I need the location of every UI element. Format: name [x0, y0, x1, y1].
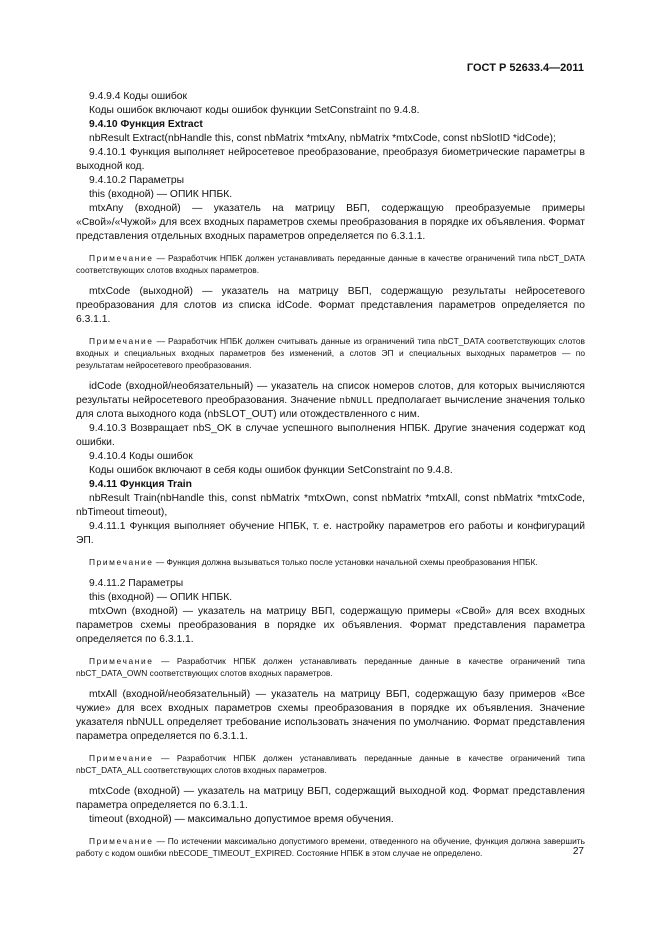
section-9-4-11-2-title: 9.4.11.2 Параметры — [89, 578, 184, 589]
note — [76, 752, 585, 776]
note-text: — Функция должна вызываться только после установки начальной схемы преобразования НПБК. — [153, 557, 538, 567]
note-text: — Разработчик НПБК должен устанавливать переданные данные в качестве ограничений типа nbCT_DATA_OWN соответствующих слотов входных параметров. — [76, 656, 585, 678]
page-content — [76, 90, 585, 868]
section-9-4-9-4-title: 9.4.9.4 Коды ошибок — [89, 91, 187, 102]
note-label: Примечание — [89, 557, 154, 567]
note-text: — Разработчик НПБК должен устанавливать переданные данные в качестве ограничений типа nbCT_DATA_ALL соответствующих слотов входных параметров. — [76, 753, 585, 775]
note-text: — Разработчик НПБК должен устанавливать переданные данные в качестве ограничений типа nbCT_DATA соответствующих слотов входных параметров. — [76, 253, 585, 275]
section-9-4-10-3: 9.4.10.3 Возвращает nbS_OK в случае успешного выполнения НПБК. Другие значения содержат код ошибки. — [76, 423, 585, 448]
section-9-4-10-heading: 9.4.10 Функция Extract — [89, 119, 203, 130]
param-mtxown: mtxOwn (входной) — указатель на матрицу ВБП, содержащую примеры «Свой» для всех входных параметров схемы преобразования в порядке их объявления. Формат представления параметра определяется по 6.3.1.1. — [76, 606, 585, 645]
param-idcode — [76, 380, 585, 422]
note — [76, 556, 585, 568]
section-9-4-10-4-text: Коды ошибок включают в себя коды ошибок функции SetConstraint по 9.4.8. — [89, 465, 453, 476]
param-mtxcode: mtxCode (входной) — указатель на матрицу ВБП, содержащий выходной код. Формат представления параметра определяется по 6.3.1.1. — [76, 786, 585, 811]
note-label: Примечание — [89, 753, 154, 763]
section-9-4-9-4-text: Коды ошибок включают коды ошибок функции SetConstraint по 9.4.8. — [89, 105, 420, 116]
section-9-4-11-1: 9.4.11.1 Функция выполняет обучение НПБК, т. е. настройку параметров его работы и конфигураций ЭП. — [76, 521, 585, 546]
note-label: Примечание — [89, 336, 154, 346]
note-label: Примечание — [89, 253, 154, 263]
param-mtxany: mtxAny (входной) — указатель на матрицу ВБП, содержащую преобразуемые примеры «Свой»/«Чужой» для всех входных параметров схемы преобразования в порядке их объявления. Формат представления отдельных входных параметров определяется по 6.3.1.1. — [76, 203, 585, 242]
note — [76, 655, 585, 679]
section-9-4-10-1: 9.4.10.1 Функция выполняет нейросетевое преобразование, преобразуя биометрические параметры в выходной код. — [76, 147, 585, 172]
note — [76, 252, 585, 276]
note-text: — По истечении максимально допустимого времени, отведенного на обучение, функция должна завершить работу с кодом ошибки nbECODE_TIMEOUT_EXPIRED. Состояние НПБК в этом случае не определено. — [76, 836, 585, 858]
page-header: ГОСТ Р 52633.4—2011 — [466, 62, 584, 74]
note-text: — Разработчик НПБК должен считывать данные из ограничений типа nbCT_DATA соответствующих слотов входных и специальных входных параметров без изменений, а слотов ЭП и специальных выходных параметров — по результатам нейросетевого преобразования. — [76, 336, 585, 370]
page-number: 27 — [572, 846, 584, 857]
section-9-4-10-2-title: 9.4.10.2 Параметры — [89, 175, 184, 186]
train-signature: nbResult Train(nbHandle this, const nbMatrix *mtxOwn, const nbMatrix *mtxAll, const nbMatrix *mtxCode, nbTimeout timeout), — [76, 493, 585, 518]
note-label: Примечание — [89, 656, 154, 666]
extract-signature: nbResult Extract(nbHandle this, const nbMatrix *mtxAny, nbMatrix *mtxCode, const nbSlotID *idCode); — [89, 133, 556, 144]
param-this: this (входной) — ОПИК НПБК. — [89, 592, 233, 603]
section-9-4-10-4-title: 9.4.10.4 Коды ошибок — [89, 451, 193, 462]
note-label: Примечание — [89, 836, 154, 846]
note — [76, 835, 585, 859]
param-mtxcode: mtxCode (выходной) — указатель на матрицу ВБП, содержащую результаты нейросетевого преобразования для слотов из списка idCode. Формат представления параметров определяется по 6.3.1.1. — [76, 286, 585, 325]
param-timeout: timeout (входной) — максимально допустимое время обучения. — [89, 814, 394, 825]
note — [76, 335, 585, 371]
param-idcode-text: idCode (входной/необязательный) — указатель на список номеров слотов, для которых вычисляются результаты нейросетевого преобразования. Значение — [76, 381, 585, 406]
param-idcode-text-end: предполагает вычисление значения только для слота выходного кода (nbSLOT_OUT) или отождествленного с ним. — [76, 395, 585, 420]
section-9-4-11-heading: 9.4.11 Функция Train — [89, 479, 192, 490]
param-idcode-null: nbNULL — [339, 395, 374, 406]
param-this: this (входной) — ОПИК НПБК. — [89, 189, 233, 200]
param-mtxall: mtxAll (входной/необязательный) — указатель на матрицу ВБП, содержащую базу примеров «Все чужие» для всех входных параметров схемы преобразования в порядке их объявления. Значение указателя nbNULL определяет требование использовать значения по умолчанию. Формат представления параметра определяется по 6.3.1.1. — [76, 689, 585, 742]
